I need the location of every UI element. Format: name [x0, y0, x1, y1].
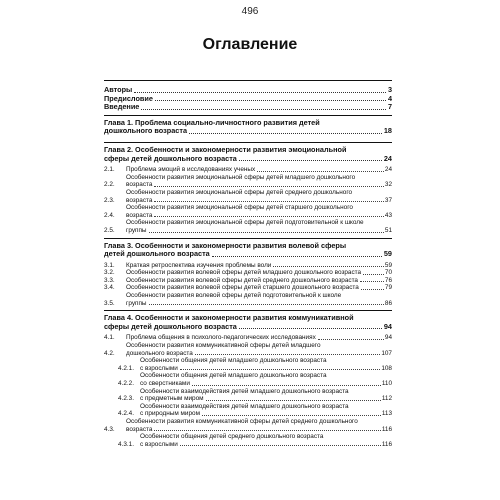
- subentry-text: Особенности общения детей младшего дошкольного возраста: [140, 372, 327, 380]
- subentry-body: [126, 418, 392, 433]
- toc-entry-label: Предисловие: [104, 93, 153, 103]
- subentry-page: 51: [384, 226, 392, 234]
- subentry-number: 4.2.: [104, 349, 115, 357]
- subentry-text: Особенности развития волевой сферы детей подготовительной к школе: [126, 292, 342, 300]
- subentry-line: [140, 395, 392, 403]
- leader-dots: [141, 109, 386, 110]
- subentry-text: Проблема эмоций в исследованиях ученых: [126, 166, 256, 174]
- toc-subentry[interactable]: [104, 292, 392, 307]
- subentry-line: [140, 388, 392, 396]
- subentry-line: [126, 197, 392, 205]
- subentry-text: Краткая ретроспектива изучения проблемы воли: [126, 261, 272, 269]
- subentry-line: [126, 174, 392, 182]
- subentry-page: 116: [381, 440, 392, 448]
- subentry-line: [126, 181, 392, 189]
- toc-subentry[interactable]: [104, 269, 392, 277]
- table-of-contents: [104, 80, 392, 451]
- subentry-text: Особенности развития эмоциональной сферы детей старшего дошкольного: [126, 204, 353, 212]
- leader-dots: [273, 266, 384, 267]
- toc-subentry[interactable]: [104, 388, 392, 403]
- subentry-text: Особенности развития эмоциональной сферы детей среднего дошкольного: [126, 188, 353, 196]
- leader-dots: [180, 445, 381, 446]
- subentry-page: 116: [381, 425, 392, 433]
- subentry-body: [126, 292, 392, 307]
- subentry-page: 70: [384, 269, 392, 277]
- chapter-title-line: Глава 1. Проблема социально-личностного развития детей: [104, 117, 320, 127]
- subentry-page: 32: [384, 181, 392, 189]
- subentry-number: 2.4.: [104, 211, 115, 219]
- subentry-line: [126, 334, 392, 342]
- leader-dots: [155, 100, 386, 101]
- toc-subentry[interactable]: [104, 418, 392, 433]
- subentry-number: 2.1.: [104, 166, 115, 174]
- subentry-body: [140, 372, 392, 387]
- subentry-body: [126, 342, 392, 357]
- chapter-title-last-line: [104, 323, 392, 332]
- toc-subentry[interactable]: [104, 342, 392, 357]
- subentry-page: 59: [384, 261, 392, 269]
- subentry-page: 107: [381, 349, 392, 357]
- toc-entry-front[interactable]: [104, 95, 392, 104]
- toc-subentry[interactable]: [104, 403, 392, 418]
- toc-entry-label: Введение: [104, 102, 140, 112]
- subentry-text: с природным миром: [140, 410, 201, 418]
- subentry-page: 43: [384, 211, 392, 219]
- leader-dots: [154, 186, 383, 187]
- subentry-number: 2.2.: [104, 181, 115, 189]
- subentry-line: [140, 433, 392, 441]
- subentry-line: [140, 410, 392, 418]
- chapter-page: 59: [383, 249, 392, 259]
- subentry-text: с взрослыми: [140, 440, 178, 448]
- chapter-page: 24: [383, 153, 392, 163]
- toc-entry-page: 4: [387, 93, 392, 103]
- chapter-title-line: детей дошкольного возраста: [104, 249, 210, 259]
- subentry-text: Особенности развития волевой сферы детей младшего дошкольного возраста: [126, 269, 362, 277]
- subentry-text: Особенности развития волевой сферы детей старшего дошкольного возраста: [126, 284, 359, 292]
- leader-dots: [360, 281, 384, 282]
- subentry-line: [126, 269, 392, 277]
- toc-subentry[interactable]: [104, 334, 392, 342]
- subentry-body: [140, 433, 392, 448]
- toc-entry-page: 7: [387, 102, 392, 112]
- chapter-title-last-line: [104, 127, 392, 136]
- subentry-text: Особенности общения детей среднего дошкольного возраста: [140, 433, 324, 441]
- leader-dots: [202, 415, 381, 416]
- subentry-text: Особенности развития эмоциональной сферы детей подготовительной к школе: [126, 219, 364, 227]
- subentry-page: 112: [381, 395, 392, 403]
- subentry-text: Проблема общения в психолого-педагогических исследованиях: [126, 334, 316, 342]
- subentry-page: 79: [384, 284, 392, 292]
- chapter-title-last-line: [104, 155, 392, 164]
- subentry-line: [140, 357, 392, 365]
- leader-dots: [206, 400, 381, 401]
- subentry-line: [140, 403, 392, 411]
- toc-subentry[interactable]: [104, 433, 392, 448]
- subentry-line: [126, 219, 392, 227]
- subentry-line: [126, 342, 392, 350]
- leader-dots: [212, 256, 382, 257]
- subentry-text: возраста: [126, 181, 153, 189]
- subentry-text: возраста: [126, 196, 153, 204]
- subentry-number: 3.5.: [104, 299, 115, 307]
- leader-dots: [361, 289, 384, 290]
- subentry-page: 113: [381, 410, 392, 418]
- chapter-title-line: Глава 2. Особенности и закономерности развития эмоциональной: [104, 144, 347, 154]
- chapter-page: 18: [383, 126, 392, 136]
- chapter-title-last-line: [104, 250, 392, 259]
- subentry-page: 108: [381, 364, 392, 372]
- subentry-number: 4.2.1.: [118, 364, 134, 372]
- toc-subentry[interactable]: [104, 219, 392, 234]
- subentry-line: [126, 227, 392, 235]
- subentry-body: [126, 284, 392, 292]
- toc-subentry[interactable]: [104, 189, 392, 204]
- chapter-heading[interactable]: [104, 314, 392, 331]
- subentry-text: Особенности развития коммуникативной сферы детей среднего дошкольного: [126, 417, 358, 425]
- subentry-page: 76: [384, 276, 392, 284]
- page-title: Оглавление: [202, 36, 298, 53]
- subentry-text: со сверстниками: [140, 380, 190, 387]
- chapter-title-line: Глава 3. Особенности и закономерности развития волевой сферы: [104, 240, 347, 250]
- leader-dots: [195, 354, 381, 355]
- subentry-text: возраста: [126, 425, 153, 433]
- subentry-number: 2.5.: [104, 226, 115, 234]
- subentry-page: 110: [381, 380, 392, 387]
- chapter-title-line: Глава 4. Особенности и закономерности развития коммуникативной: [104, 313, 354, 323]
- subentry-page: 86: [384, 299, 392, 307]
- subentry-body: [126, 189, 392, 204]
- subentry-body: [126, 174, 392, 189]
- subentry-text: группы: [126, 226, 147, 234]
- subentry-page: 37: [384, 196, 392, 204]
- chapter-heading[interactable]: [104, 146, 392, 163]
- chapter-heading[interactable]: [104, 242, 392, 259]
- subentry-line: [126, 292, 392, 300]
- spacer: [104, 448, 392, 451]
- subentry-text: Особенности развития коммуникативной сферы детей младшего: [126, 342, 321, 350]
- subentry-body: [140, 357, 392, 372]
- subentry-line: [126, 284, 392, 292]
- subentry-text: Особенности развития волевой сферы детей среднего дошкольного возраста: [126, 276, 358, 284]
- subentry-body: [140, 403, 392, 418]
- leader-dots: [363, 274, 384, 275]
- leader-dots: [180, 369, 381, 370]
- subentry-line: [140, 441, 392, 449]
- subentry-number: 4.3.1.: [118, 440, 134, 448]
- subentry-line: [126, 166, 392, 174]
- leader-dots: [149, 304, 384, 305]
- leader-dots: [318, 339, 384, 340]
- leader-dots: [154, 216, 383, 217]
- subentry-body: [126, 269, 392, 277]
- toc-entry-front[interactable]: [104, 103, 392, 112]
- subentry-number: 4.3.: [104, 425, 115, 433]
- subentry-line: [140, 372, 392, 380]
- toc-subentry[interactable]: [104, 357, 392, 372]
- subentry-number: 4.2.4.: [118, 410, 134, 418]
- leader-dots: [154, 201, 383, 202]
- toc-subentry[interactable]: [104, 284, 392, 292]
- subentry-line: [126, 300, 392, 308]
- subentry-text: с предметным миром: [140, 395, 204, 403]
- subentry-body: [126, 334, 392, 342]
- subentry-text: с взрослыми: [140, 364, 178, 372]
- subentry-number: 3.3.: [104, 276, 115, 284]
- subentry-text: группы: [126, 299, 147, 307]
- toc-subentry[interactable]: [104, 166, 392, 174]
- toc-entry-page: 3: [387, 85, 392, 94]
- subentry-number: 2.3.: [104, 196, 115, 204]
- subentry-number: 3.2.: [104, 269, 115, 277]
- subentry-number: 3.4.: [104, 284, 115, 292]
- chapter-title-line: сферы детей дошкольного возраста: [104, 153, 237, 163]
- toc-subentry[interactable]: [104, 174, 392, 189]
- subentry-text: дошкольного возраста: [126, 349, 193, 357]
- toc-entry-label: Авторы: [104, 85, 133, 94]
- subentry-line: [126, 204, 392, 212]
- leader-dots: [239, 160, 382, 161]
- subentry-number: 4.2.3.: [118, 395, 134, 403]
- subentry-line: [140, 380, 392, 388]
- subentry-text: Особенности общения детей младшего дошкольного возраста: [140, 357, 327, 365]
- chapter-heading[interactable]: [104, 119, 392, 136]
- subentry-text: Особенности взаимодействия детей младшего дошкольного возраста: [140, 387, 349, 395]
- leader-dots: [192, 385, 381, 386]
- subentry-body: [126, 219, 392, 234]
- leader-dots: [134, 92, 386, 93]
- subentry-number: 4.1.: [104, 334, 115, 342]
- subentry-body: [126, 204, 392, 219]
- leader-dots: [189, 133, 382, 134]
- subentry-number: 4.2.2.: [118, 380, 134, 387]
- subentry-line: [126, 189, 392, 197]
- page-number: 496: [241, 6, 259, 17]
- toc-subentry[interactable]: [104, 372, 392, 387]
- subentry-number: 3.1.: [104, 261, 115, 269]
- subentry-text: Особенности развития эмоциональной сферы детей младшего дошкольного: [126, 173, 356, 181]
- toc-subentry[interactable]: [104, 204, 392, 219]
- leader-dots: [149, 232, 384, 233]
- subentry-page: 24: [384, 166, 392, 174]
- subentry-body: [140, 388, 392, 403]
- chapter-title-line: сферы детей дошкольного возраста: [104, 321, 237, 331]
- leader-dots: [239, 328, 382, 329]
- subentry-text: возраста: [126, 211, 153, 219]
- leader-dots: [154, 430, 380, 431]
- subentry-line: [126, 418, 392, 426]
- chapter-title-line: дошкольного возраста: [104, 126, 187, 136]
- subentry-page: 94: [384, 334, 392, 342]
- leader-dots: [257, 171, 384, 172]
- chapter-page: 94: [383, 321, 392, 331]
- subentry-body: [126, 166, 392, 174]
- subentry-text: Особенности взаимодействия детей младшего дошкольного возраста: [140, 402, 349, 410]
